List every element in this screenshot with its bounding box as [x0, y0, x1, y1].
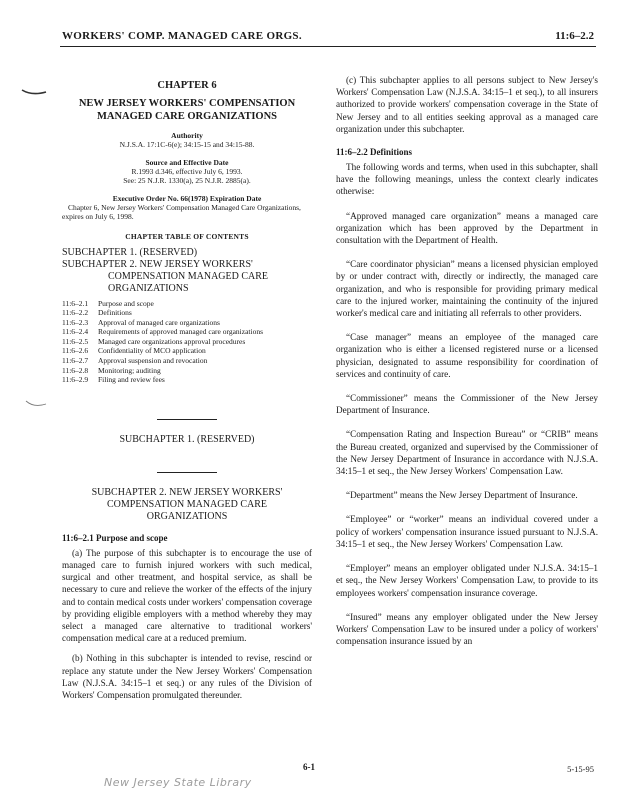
toc-item: [62, 375, 312, 385]
definition-paragraph: “Employer” means an employer obligated under N.J.S.A. 34:15–1 et seq., the New Jersey Workers' Compensation Law, to provide to its employees workers' compensation insurance coverage.: [336, 563, 598, 598]
running-header-title: WORKERS' COMP. MANAGED CARE ORGS.: [62, 30, 302, 42]
toc-item-number: 11:6–2.7: [62, 356, 89, 366]
toc-item-title: Approval suspension and revocation: [98, 356, 208, 366]
toc-item-title: Purpose and scope: [98, 298, 154, 308]
toc-item: [62, 327, 312, 337]
toc-item: [62, 346, 312, 356]
source-heading: Source and Effective Date: [145, 157, 229, 167]
revision-date: 5-15-95: [567, 764, 594, 774]
toc-item-title: Approval of managed care organizations: [98, 317, 220, 327]
source-line: R.1993 d.346, effective July 6, 1993.: [131, 166, 243, 176]
toc-item-number: 11:6–2.8: [62, 365, 89, 375]
section-heading-2-1: 11:6–2.1 Purpose and scope: [62, 532, 168, 543]
subchapter-1-title: SUBCHAPTER 1. (RESERVED): [119, 433, 255, 445]
toc-heading: CHAPTER TABLE OF CONTENTS: [125, 231, 249, 241]
section-heading-2-2: 11:6–2.2 Definitions: [336, 147, 413, 158]
toc-item-title: Confidentiality of MCO application: [98, 346, 206, 356]
toc-subchapter-1: SUBCHAPTER 1. (RESERVED): [62, 246, 198, 258]
left-column: [62, 74, 312, 701]
definition-paragraph: “Compensation Rating and Inspection Bureau” or “CRIB” means the Bureau created, organized and supervised by the Commissioner of the New Jersey Department of Insurance in accordance with N.J.S.A. 34:15–1 et seq., the New Jersey Workers' Compensation Law.: [336, 429, 598, 477]
margin-scan-mark: [24, 398, 50, 410]
paragraph-a: (a) The purpose of this subchapter is to encourage the use of managed care to furnish injured workers with such medical, surgical and other treatment, and hospital service, as shall be necessary to cure and relieve the worker of the effects of the injury and to contain medical costs under workers' compensation coverage by providing eligible employers with a method whereby they may select a managed care alternative to traditional workers' compensation medical care at a reduced premium.: [62, 547, 312, 644]
toc-item-title: Requirements of approved managed care organizations: [98, 327, 264, 337]
definition-paragraph: “Case manager” means an employee of the managed care organization who is either a licensed registered nurse or a licensed physician, designated to assume responsibility for coordination of services and continuity of care.: [336, 332, 598, 379]
toc-item-title: Filing and review fees: [98, 375, 165, 385]
toc-item-number: 11:6–2.1: [62, 298, 89, 308]
source-line: See: 25 N.J.R. 1330(a), 25 N.J.R. 2885(a).: [123, 176, 251, 185]
definition-paragraph: “Department” means the New Jersey Department of Insurance.: [346, 490, 578, 501]
margin-scan-mark: [20, 84, 50, 100]
toc-item-number: 11:6–2.2: [62, 308, 89, 318]
toc-item: [62, 299, 312, 309]
definition-paragraph: “Insured” means any employer obligated under the New Jersey Workers' Compensation Law to be insured under a policy of workers' compensation insurance issued by an: [336, 611, 598, 647]
toc-item-title: Monitoring; auditing: [98, 365, 161, 375]
toc-subchapter-2: SUBCHAPTER 2. NEW JERSEY WORKERS' COMPENSATION MANAGED CARE ORGANIZATIONS: [62, 258, 269, 294]
authority-text: N.J.S.A. 17:1C-6(e); 34:15-15 and 34:15-88.: [119, 140, 255, 149]
paragraph-c: (c) This subchapter applies to all persons subject to New Jersey's Workers' Compensation Law (N.J.S.A. 34:15–1 et seq.), to all insurers authorized to provide workers' compensation coverage in the State of New Jersey and to all entities seeking approval as a managed care organization under this subchapter.: [336, 75, 598, 134]
header-rule: [60, 46, 596, 47]
toc-item-number: 11:6–2.5: [62, 336, 89, 346]
definition-paragraph: “Approved managed care organization” means a managed care organization which has been approved by the Department in consultation with the Department of Health.: [336, 210, 598, 246]
toc-item-title: Managed care organizations approval procedures: [98, 336, 246, 346]
paragraph-b: (b) Nothing in this subchapter is intended to revise, rescind or replace any statute under the New Jersey Workers' Compensation Law (N.J.S.A. 34:15–1 et seq.) or any rules of the Division of Workers' Compensation promulgated thereunder.: [62, 653, 312, 701]
toc-item: [62, 308, 312, 318]
definitions-intro: The following words and terms, when used in this subchapter, shall have the following meanings, unless the context clearly indicates otherwise:: [336, 162, 598, 197]
toc-item-title: Definitions: [98, 308, 132, 318]
exec-order-text: Chapter 6, New Jersey Workers' Compensation Managed Care Organizations, expires on July 6, 1998.: [62, 202, 301, 221]
running-header-section: 11:6–2.2: [555, 30, 594, 42]
toc-item: [62, 318, 312, 328]
toc-item-number: 11:6–2.3: [62, 317, 89, 327]
subchapter-2-title: SUBCHAPTER 2. NEW JERSEY WORKERS' COMPENSATION MANAGED CARE ORGANIZATIONS: [91, 486, 283, 522]
toc-item: [62, 337, 312, 347]
right-column: [336, 74, 598, 647]
toc-item-number: 11:6–2.6: [62, 346, 89, 356]
authority-heading: Authority: [171, 131, 203, 140]
definition-paragraph: “Care coordinator physician” means a licensed physician employed by or under contract with, directly or indirectly, the managed care organization, and who is responsible for providing primary medical care to the injured worker, maintaining the continuity of the injured worker's medical care and initiating all referrals to other providers.: [336, 259, 598, 319]
toc-list: [62, 299, 312, 385]
library-stamp: New Jersey State Library: [104, 776, 252, 789]
toc-item-number: 11:6–2.9: [62, 375, 89, 385]
definition-paragraph: “Employee” or “worker” means an individual covered under a policy of workers' compensation insurance issued pursuant to N.J.S.A. 34:15–1 et seq., the New Jersey Workers' Compensation Law.: [336, 514, 598, 549]
definition-paragraph: “Commissioner” means the Commissioner of the New Jersey Department of Insurance.: [336, 393, 598, 416]
definitions-list: [336, 198, 598, 648]
toc-item-number: 11:6–2.4: [62, 327, 89, 337]
page-number: 6-1: [303, 762, 315, 772]
toc-item: [62, 366, 312, 376]
exec-order-heading: Executive Order No. 66(1978) Expiration Date: [112, 193, 262, 203]
toc-item: [62, 356, 312, 366]
chapter-number: CHAPTER 6: [157, 80, 217, 91]
chapter-title: NEW JERSEY WORKERS' COMPENSATION MANAGED CARE ORGANIZATIONS: [78, 98, 296, 122]
